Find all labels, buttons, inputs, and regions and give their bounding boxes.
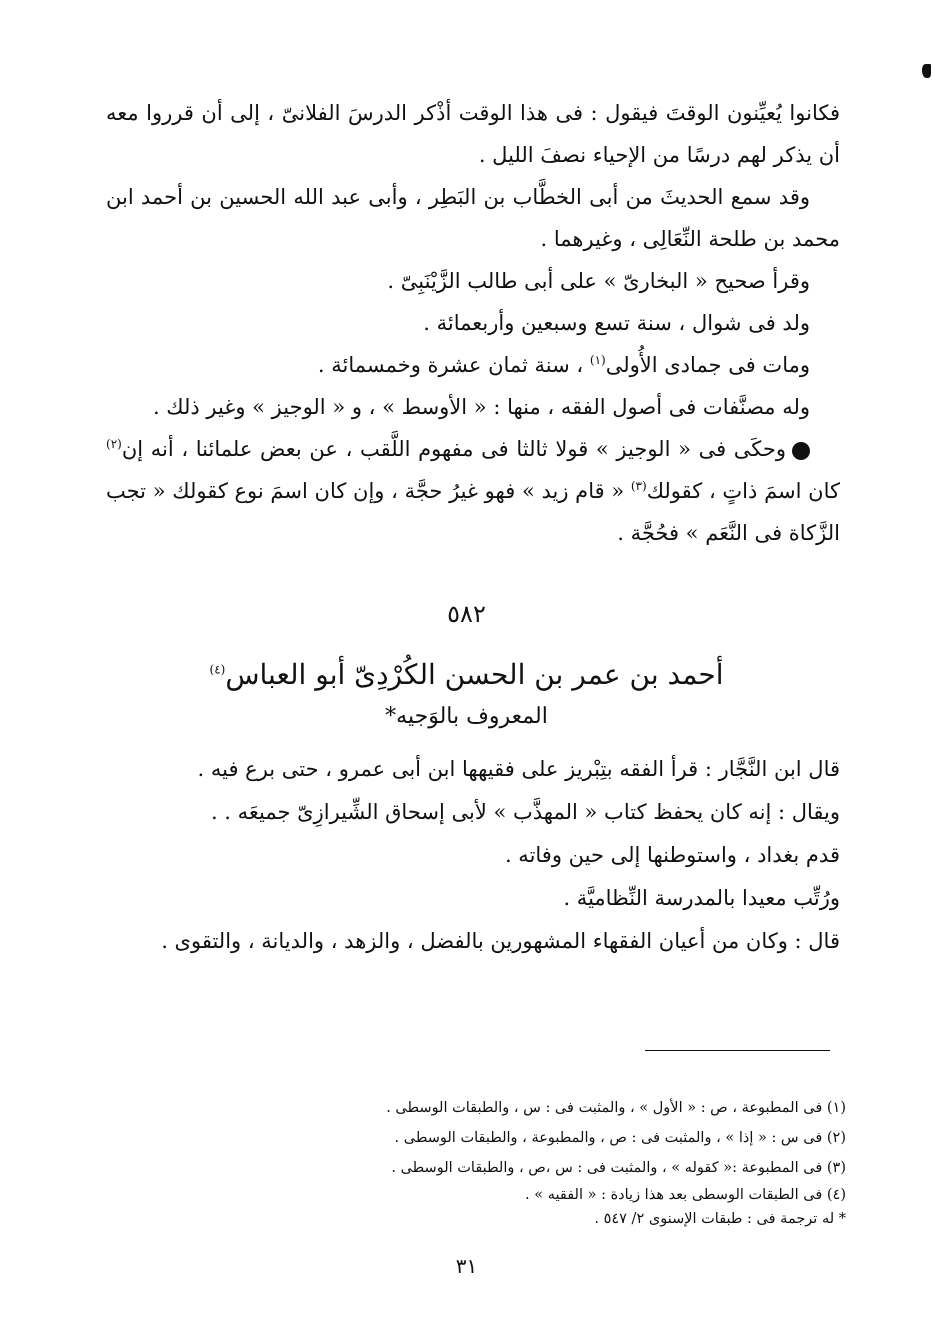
page-number: ٣١ xyxy=(455,1254,478,1278)
footnote-star: * له ترجمة فى : طبقات الإسنوى ٢/ ٥٤٧ . xyxy=(594,1211,846,1227)
paragraph-5-text-end: ، سنة ثمان عشرة وخمسمائة . xyxy=(317,353,590,377)
entry-subtitle: المعروف بالوَجيه* xyxy=(385,704,548,729)
paragraph-3: وقرأ صحيح « البخارىّ » على أبى طالب الزَّيْنَبِىّ . xyxy=(387,269,810,293)
paragraph-4: ولد فى شوال ، سنة تسع وسبعين وأربعمائة . xyxy=(423,311,810,335)
footnote-3: (٣) فى المطبوعة :« كقوله » ، والمثبت فى : س ،ص ، والطبقات الوسطى . xyxy=(391,1160,846,1176)
paragraph-5 xyxy=(106,344,840,386)
paragraph-1: فكانوا يُعيِّنون الوقتَ فيقول : فى هذا الوقت أذْكر الدرسَ الفلانىّ ، إلى أن قرروا معه أن يذكر لهم درسًا من الإحياء نصفَ الليل . xyxy=(106,101,840,167)
footnote-1: (١) فى المطبوعة ، ص : « الأول » ، والمثبت فى : س ، والطبقات الوسطى . xyxy=(386,1100,846,1116)
paragraph-2: وقد سمع الحديثَ من أبى الخطَّاب بن البَطِر ، وأبى عبد الله الحسين بن أحمد ابن محمد بن طلحة النِّعَالِى ، وغيرهما . xyxy=(106,185,840,251)
main-text xyxy=(106,92,840,554)
footnote-ref-4: (٤) xyxy=(209,662,226,677)
footnote-ref-3: (٣) xyxy=(630,479,647,493)
footnote-4: (٤) فى الطبقات الوسطى بعد هذا زيادة : « الفقيه » . xyxy=(525,1187,846,1203)
paragraph-7 xyxy=(106,428,840,554)
footnote-2: (٢) فى س : « إذا » ، والمثبت فى : ص ، والمطبوعة ، والطبقات الوسطى . xyxy=(394,1130,846,1146)
paragraph-7-text-b: كان اسمَ ذاتٍ ، كقولك xyxy=(646,479,840,503)
footnote-separator xyxy=(645,1050,830,1051)
footnotes xyxy=(300,1093,846,1231)
entry-number: ٥٨٢ xyxy=(447,600,486,628)
entry-title xyxy=(0,655,933,695)
paragraph-5-text: ومات فى جمادى الأُولى xyxy=(605,353,810,377)
paragraph-7-text-c: « قام زيد » فهو غيرُ حجَّة ، وإن كان اسمَ نوع كقولك « تجب الزَّكاة فى النَّعَم » فحُجَّة . xyxy=(106,479,840,545)
entry-title-text: أحمد بن عمر بن الحسن الكُرْدِىّ أبو العباس xyxy=(225,658,724,691)
entry-paragraph-5: قال : وكان من أعيان الفقهاء المشهورين بالفضل ، والزهد ، والديانة ، والتقوى . xyxy=(161,929,840,953)
paragraph-7-text-a: وحكَى فى « الوجيز » قولا ثالثا فى مفهوم اللَّقب ، عن بعض علمائنا ، أنه إن xyxy=(121,437,786,461)
entry-paragraph-3: قدم بغداد ، واستوطنها إلى حين وفاته . xyxy=(504,843,840,867)
entry-paragraph-2: ويقال : إنه كان يحفظ كتاب « المهذَّب » لأبى إسحاق الشِّيرازِىّ جميعَه . . xyxy=(210,800,840,824)
entry-text xyxy=(106,748,840,963)
entry-paragraph-4: ورُتِّب معيدا بالمدرسة النِّظاميَّة . xyxy=(563,886,840,910)
paragraph-6: وله مصنَّفات فى أصول الفقه ، منها : « الأوسط » ، و « الوجيز » وغير ذلك . xyxy=(152,395,810,419)
footnote-ref-2: (٢) xyxy=(106,437,122,451)
entry-paragraph-1: قال ابن النَّجَّار : قرأ الفقه بتِبْريز على فقيهها ابن أبى عمرو ، حتى برع فيه . xyxy=(197,757,840,781)
bullet-marker-icon xyxy=(792,442,810,460)
footnote-ref-1: (١) xyxy=(589,353,606,367)
page-edge-mark xyxy=(922,64,931,78)
